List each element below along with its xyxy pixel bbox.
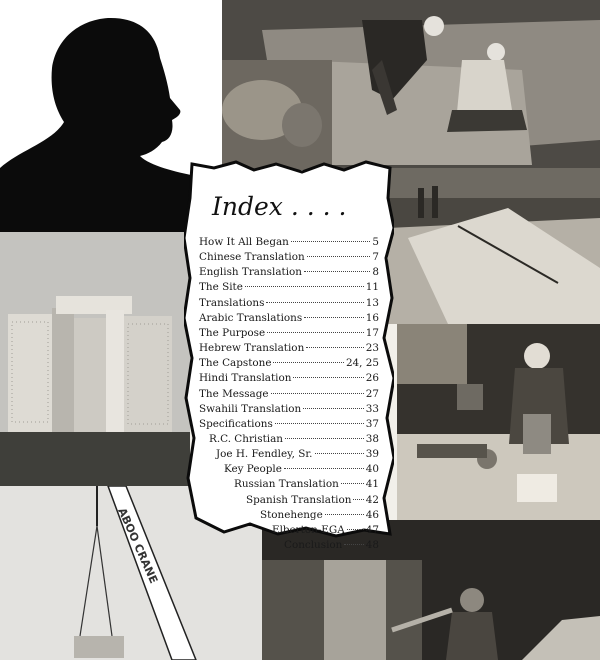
toc-entry-page: 38 (365, 432, 379, 445)
index-title: Index . . . . (212, 192, 347, 221)
toc-entry-label: The Message (199, 387, 269, 400)
toc-entry-label: Joe H. Fendley, Sr. (216, 448, 313, 461)
toc-entry-page: 48 (365, 539, 379, 551)
toc-dot-leader (303, 408, 364, 409)
toc-entry (199, 342, 379, 357)
toc-entry (272, 524, 379, 539)
toc-entry-label: Arabic Translations (199, 311, 303, 324)
toc-entry (199, 372, 379, 387)
toc-entry-page: 27 (365, 387, 379, 400)
toc-dot-leader (344, 544, 363, 545)
index-panel (184, 158, 394, 551)
toc-entry-label: Translations (199, 296, 265, 309)
toc-entry-label: Spanish Translation (246, 493, 352, 506)
toc-entry-page: 11 (365, 281, 379, 294)
toc-dot-leader (293, 377, 363, 378)
toc-dot-leader (353, 499, 363, 500)
toc-entry-page: 24, 25 (345, 357, 379, 370)
toc-entry (224, 463, 379, 478)
toc-entry (199, 357, 379, 372)
toc-entry (199, 388, 379, 403)
toc-dot-leader (284, 468, 364, 469)
toc-dot-leader (291, 241, 371, 242)
toc-entry-page: 41 (365, 478, 379, 491)
toc-entry (246, 494, 379, 509)
table-of-contents (184, 158, 394, 551)
toc-dot-leader (271, 393, 364, 394)
toc-entry-label: Key People (224, 463, 282, 476)
granite-block-photo (388, 168, 600, 324)
toc-entry (209, 433, 379, 448)
quarry-workers-photo (222, 0, 600, 170)
toc-dot-leader (325, 514, 364, 515)
toc-entry-label: Conclusion (284, 539, 343, 551)
toc-entry-label: How It All Began (199, 236, 289, 248)
toc-entry (234, 478, 379, 493)
toc-entry-page: 13 (365, 296, 379, 309)
toc-entry-label: Hindi Translation (199, 372, 292, 385)
toc-entry (199, 418, 379, 433)
toc-dot-leader (304, 317, 364, 318)
toc-dot-leader (306, 347, 364, 348)
toc-entry (199, 281, 379, 296)
monument-photo (0, 232, 190, 486)
toc-entry (284, 539, 379, 554)
toc-entry-page: 5 (372, 236, 379, 248)
toc-entry (199, 297, 379, 312)
toc-dot-leader (267, 332, 364, 333)
toc-entry (199, 312, 379, 327)
toc-entry-page: 8 (372, 266, 379, 279)
toc-entry-label: English Translation (199, 266, 302, 279)
stone-workshop-photo (397, 324, 600, 520)
crane-boom-text: ABOO CRANE (115, 505, 161, 586)
toc-entry (199, 236, 379, 251)
toc-entry-label: R.C. Christian (209, 432, 283, 445)
toc-entry (199, 403, 379, 418)
toc-entry-page: 40 (365, 463, 379, 476)
toc-entry-label: Stonehenge (260, 508, 323, 521)
toc-entry-page: 46 (365, 508, 379, 521)
toc-entry-page: 37 (365, 417, 379, 430)
toc-entry-page: 33 (365, 402, 379, 415)
toc-dot-leader (341, 483, 364, 484)
toc-entry (199, 327, 379, 342)
toc-dot-leader (275, 423, 364, 424)
toc-entry-page: 17 (365, 326, 379, 339)
toc-entry-label: Chinese Translation (199, 251, 305, 264)
toc-entry-label: Russian Translation (234, 478, 339, 491)
toc-entry (199, 266, 379, 281)
toc-entry-page: 42 (365, 493, 379, 506)
toc-entry (260, 509, 379, 524)
toc-entry-label: Hebrew Translation (199, 342, 305, 355)
toc-entry-page: 16 (365, 311, 379, 324)
toc-entry (216, 448, 379, 463)
toc-entry-label: Swahili Translation (199, 402, 302, 415)
toc-entry-label: Specifications (199, 417, 273, 430)
toc-dot-leader (285, 438, 364, 439)
toc-entry-page: 47 (365, 523, 379, 536)
toc-dot-leader (315, 453, 364, 454)
toc-dot-leader (304, 271, 370, 272)
toc-entry-label: The Site (199, 281, 243, 294)
toc-dot-leader (245, 286, 364, 287)
toc-entry-label: The Purpose (199, 326, 266, 339)
toc-entry-label: The Capstone (199, 357, 272, 370)
toc-entry-page: 7 (372, 251, 379, 264)
toc-dot-leader (347, 529, 364, 530)
toc-entry-label: Elberton-EGA (272, 523, 345, 536)
toc-entry-page: 26 (365, 372, 379, 385)
toc-dot-leader (273, 362, 343, 363)
toc-entry-page: 23 (365, 342, 379, 355)
toc-dot-leader (307, 256, 371, 257)
toc-entry-page: 39 (365, 448, 379, 461)
toc-dot-leader (266, 302, 363, 303)
toc-entry (199, 251, 379, 266)
